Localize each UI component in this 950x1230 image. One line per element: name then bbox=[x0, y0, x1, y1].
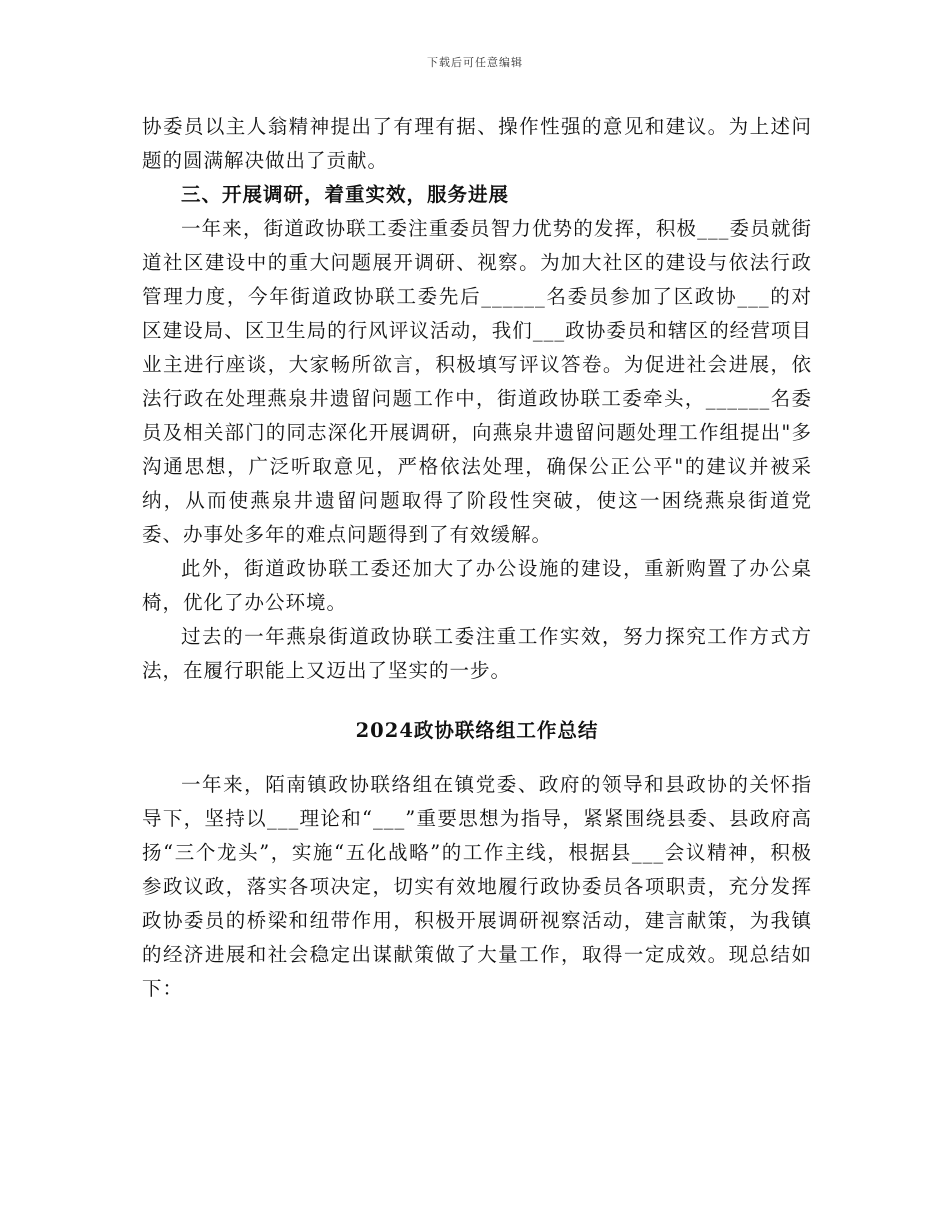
research-paragraph: 一年来，街道政协联工委注重委员智力优势的发挥，积极___委员就街道社区建设中的重大问题展开调研、视察。为加大社区的建设与依法行政管理力度，今年街道政协联工委先后______名委员参加了区政协___的对区建设局、区卫生局的行风评议活动，我们___政协委员和辖区的经营项目业主进行座谈，大家畅所欲言，积极填写评议答卷。为促进社会进展，依法行政在处理燕泉井遗留问题工作中，街道政协联工委牵头，______名委员及相关部门的同志深化开展调研，向燕泉井遗留问题处理工作组提出"多沟通思想，广泛听取意见，严格依法处理，确保公正公平"的建议并被采纳，从而使燕泉井遗留问题取得了阶段性突破，使这一困绕燕泉街道党委、办事处多年的难点问题得到了有效缓解。 bbox=[142, 217, 812, 546]
continuation-paragraph: 协委员以主人翁精神提出了有理有据、操作性强的意见和建议。为上述问题的圆满解决做出了贡献。 bbox=[142, 115, 812, 172]
section-heading: 三、开展调研，着重实效，服务进展 bbox=[181, 183, 510, 206]
summary-paragraph: 过去的一年燕泉街道政协联工委注重工作实效，努力探究工作方式方法，在履行职能上又迈出了坚实的一步。 bbox=[142, 625, 812, 682]
document-title: 2024政协联络组工作总结 bbox=[355, 719, 599, 742]
download-note: 下载后可任意编辑 bbox=[427, 56, 523, 69]
document-body bbox=[142, 110, 812, 1006]
facilities-paragraph: 此外，街道政协联工委还加大了办公设施的建设，重新购置了办公桌椅，优化了办公环境。 bbox=[142, 557, 812, 614]
intro-paragraph: 一年来，陌南镇政协联络组在镇党委、政府的领导和县政协的关怀指导下，坚持以___理论和“___”重要思想为指导，紧紧围绕县委、县政府高扬“三个龙头”，实施“五化战略”的工作主线，根据县___会议精神，积极参政议政，落实各项决定，切实有效地履行政协委员各项职责，充分发挥政协委员的桥梁和纽带作用，积极开展调研视察活动，建言献策，为我镇的经济进展和社会稳定出谋献策做了大量工作，取得一定成效。现总结如下： bbox=[142, 773, 812, 1000]
